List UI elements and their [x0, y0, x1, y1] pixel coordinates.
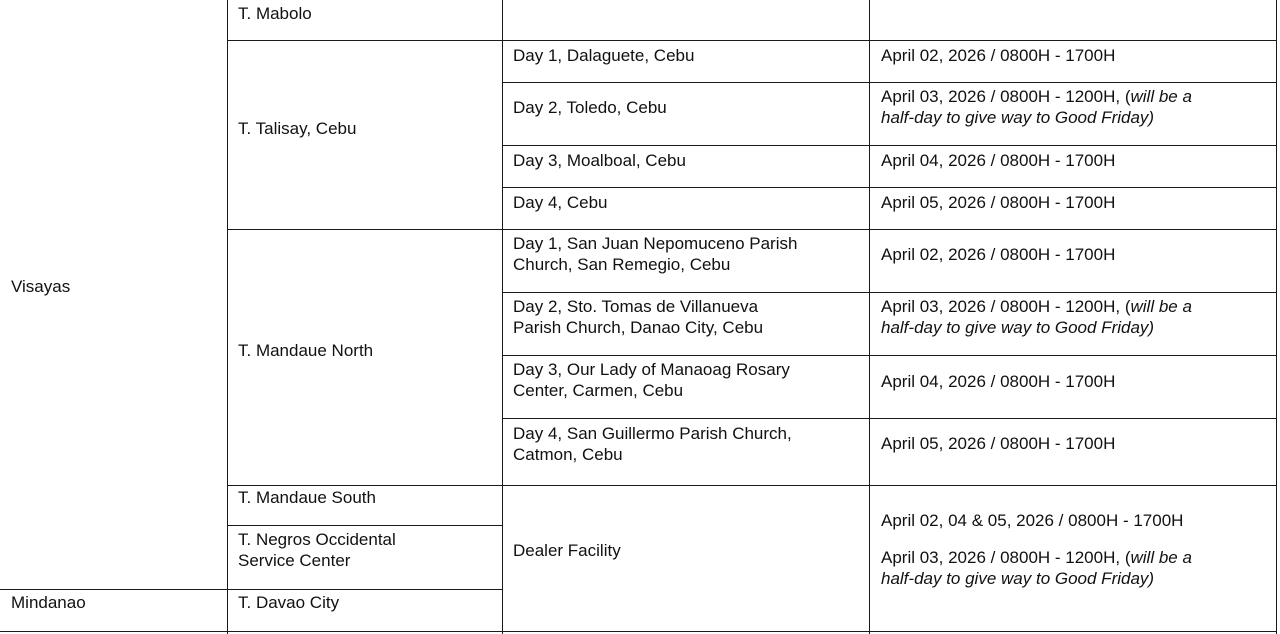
location-cell: Day 4, San Guillermo Parish Church, Catmon, Cebu [513, 424, 792, 464]
dealer-name: T. Mandaue South [238, 488, 376, 507]
location-cell: Day 4, Cebu [513, 193, 608, 212]
schedule-cell: April 05, 2026 / 0800H - 1700H [881, 193, 1116, 212]
col-divider-1 [227, 0, 228, 634]
table-bottom-border [0, 631, 1277, 632]
location-cell: Day 2, Toledo, Cebu [513, 98, 667, 117]
row-divider [502, 187, 1277, 188]
row-divider [227, 485, 1277, 486]
row-divider [502, 418, 1277, 419]
row-divider [227, 525, 502, 526]
schedule-cell: April 03, 2026 / 0800H - 1200H, (will be a half-day to give way to Good Friday) [881, 87, 1192, 127]
row-divider [502, 355, 1277, 356]
schedule-cell: April 03, 2026 / 0800H - 1200H, (will be a half-day to give way to Good Friday) [881, 548, 1192, 588]
row-divider [0, 589, 502, 590]
schedule-cell: April 04, 2026 / 0800H - 1700H [881, 372, 1116, 391]
dealer-name: T. Negros Occidental Service Center [238, 530, 396, 570]
row-divider [502, 292, 1277, 293]
location-cell: Day 2, Sto. Tomas de Villanueva Parish Church, Danao City, Cebu [513, 297, 764, 337]
location-cell: Day 3, Moalboal, Cebu [513, 151, 686, 170]
location-cell: Day 1, San Juan Nepomuceno Parish Church, San Remegio, Cebu [513, 234, 798, 274]
dealer-name: T. Mabolo [238, 4, 312, 23]
dealer-name: T. Talisay, Cebu [238, 119, 357, 138]
row-divider [227, 40, 1277, 41]
schedule-cell: April 04, 2026 / 0800H - 1700H [881, 151, 1116, 170]
row-divider [502, 82, 1277, 83]
schedule-cell: April 02, 2026 / 0800H - 1700H [881, 245, 1116, 264]
row-divider [227, 229, 1277, 230]
col-divider-2 [502, 0, 503, 634]
region-mindanao: Mindanao [11, 593, 86, 612]
dealer-name: T. Davao City [238, 593, 340, 612]
region-visayas: Visayas [11, 277, 71, 296]
schedule-cell: April 05, 2026 / 0800H - 1700H [881, 434, 1116, 453]
location-cell: Dealer Facility [513, 541, 621, 560]
col-divider-3 [869, 0, 870, 634]
schedule-cell: April 02, 04 & 05, 2026 / 0800H - 1700H [881, 511, 1184, 530]
dealer-name: T. Mandaue North [238, 341, 374, 360]
row-divider [502, 145, 1277, 146]
schedule-cell: April 02, 2026 / 0800H - 1700H [881, 46, 1116, 65]
table-right-border [1276, 0, 1277, 634]
schedule-cell: April 03, 2026 / 0800H - 1200H, (will be a half-day to give way to Good Friday) [881, 297, 1192, 337]
location-cell: Day 1, Dalaguete, Cebu [513, 46, 695, 65]
location-cell: Day 3, Our Lady of Manaoag Rosary Center, Carmen, Cebu [513, 360, 790, 400]
